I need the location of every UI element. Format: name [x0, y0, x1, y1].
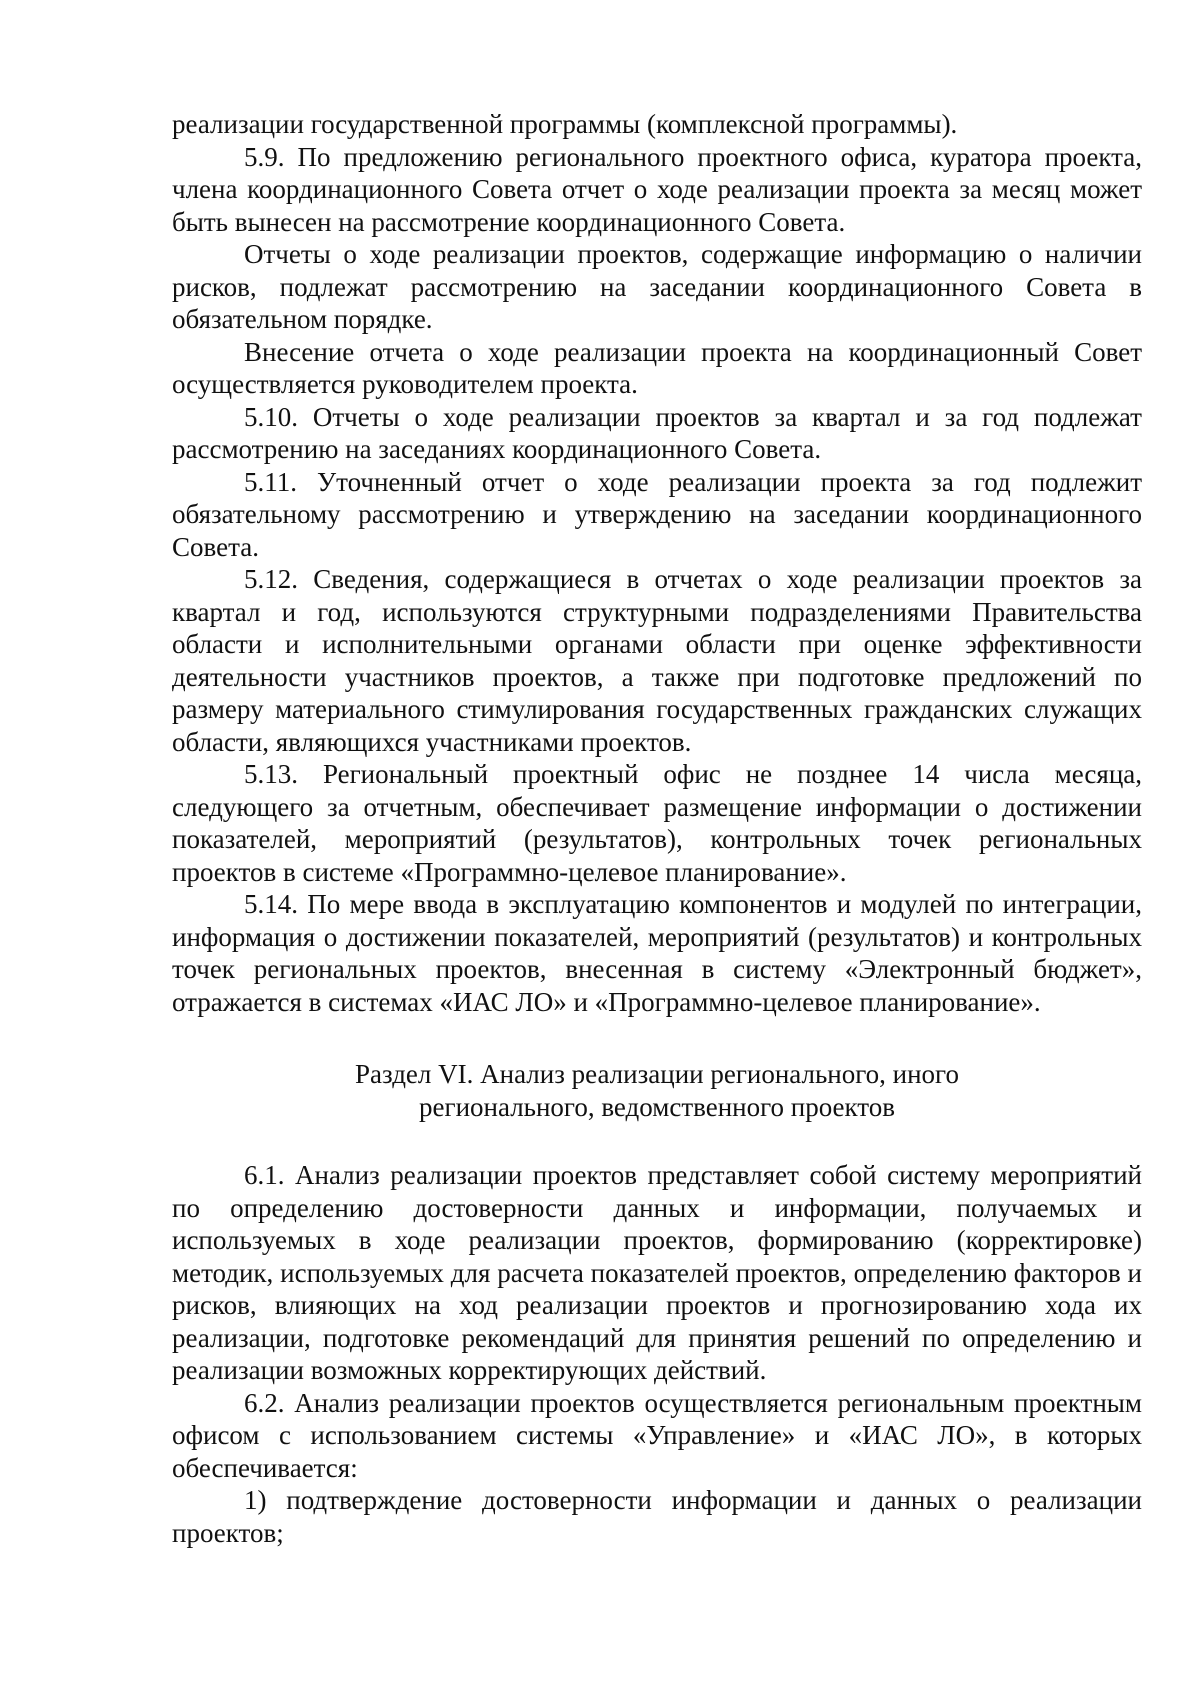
section-heading-line-2: регионального, ведомственного проектов	[419, 1091, 895, 1122]
paragraph-5-13: 5.13. Региональный проектный офис не позднее 14 числа месяца, следующего за отчетным, обеспечивает размещение информации о достижении показателей, мероприятий (результатов), контрольных точек региональных проектов в системе «Программно-целевое планирование».	[172, 759, 1142, 887]
paragraph-list-item-1: 1) подтверждение достоверности информации и данных о реализации проектов;	[172, 1485, 1142, 1548]
paragraph-5-11: 5.11. Уточненный отчет о ходе реализации проекта за год подлежит обязательному рассмотрению и утверждению на заседании координационного Совета.	[172, 466, 1142, 562]
paragraph-6-2: 6.2. Анализ реализации проектов осуществляется региональным проектным офисом с использованием системы «Управление» и «ИАС ЛО», в которых обеспечивается:	[172, 1387, 1142, 1483]
paragraph-5-12: 5.12. Сведения, содержащиеся в отчетах о ходе реализации проектов за квартал и год, используются структурными подразделениями Правительства области и исполнительными органами области при оценке эффективности деятельности участников проектов, а также при подготовке предложений по размеру материального стимулирования государственных гражданских служащих области, являющихся участниками проектов.	[172, 564, 1142, 757]
paragraph-6-1: 6.1. Анализ реализации проектов представляет собой систему мероприятий по определению достоверности данных и информации, получаемых и используемых в ходе реализации проектов, формированию (корректировке) методик, используемых для расчета показателей проектов, определению факторов и рисков, влияющих на ход реализации проектов и прогнозированию хода их реализации, подготовке рекомендаций для принятия решений по определению и реализации возможных корректирующих действий.	[172, 1160, 1142, 1385]
paragraph-5-10: 5.10. Отчеты о ходе реализации проектов за квартал и за год подлежат рассмотрению на заседаниях координационного Совета.	[172, 401, 1142, 464]
document-page	[172, 108, 1142, 1549]
paragraph-5-9: 5.9. По предложению регионального проектного офиса, куратора проекта, члена координационного Совета отчет о ходе реализации проекта за месяц может быть вынесен на рассмотрение координационного Совета.	[172, 141, 1142, 237]
paragraph-submission: Внесение отчета о ходе реализации проекта на координационный Совет осуществляется руководителем проекта.	[172, 336, 1142, 399]
section-heading-line-1: Раздел VI. Анализ реализации регионального, иного	[355, 1059, 959, 1089]
paragraph-risks: Отчеты о ходе реализации проектов, содержащие информацию о наличии рисков, подлежат рассмотрению на заседании координационного Совета в обязательном порядке.	[172, 239, 1142, 334]
paragraph-continuation: реализации государственной программы (комплексной программы).	[172, 109, 958, 139]
paragraph-5-14: 5.14. По мере ввода в эксплуатацию компонентов и модулей по интеграции, информация о достижении показателей, мероприятий (результатов) и контрольных точек региональных проектов, внесенная в систему «Электронный бюджет», отражается в системах «ИАС ЛО» и «Программно-целевое планирование».	[172, 889, 1142, 1017]
section-heading	[172, 1058, 1142, 1123]
